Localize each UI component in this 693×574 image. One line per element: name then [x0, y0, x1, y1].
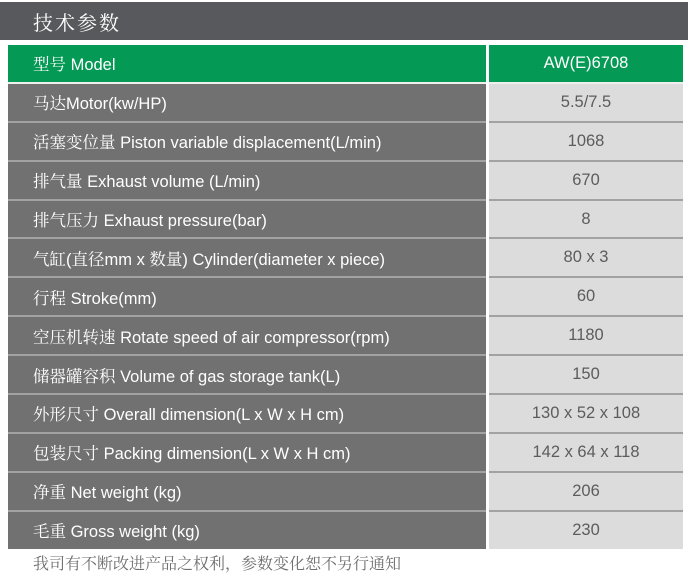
spec-row-rotate-speed: [8, 317, 683, 356]
model-label: 型号 Model: [8, 45, 486, 84]
spec-value: 60: [489, 278, 683, 317]
spec-value: 130 x 52 x 108: [489, 395, 683, 434]
spec-label: 气缸(直径mm x 数量) Cylinder(diameter x piece): [8, 239, 486, 278]
spec-value: 150: [489, 356, 683, 395]
spec-row-motor: [8, 84, 683, 123]
spec-value: 8: [489, 201, 683, 240]
spec-value: 1180: [489, 317, 683, 356]
spec-label: 外形尺寸 Overall dimension(L x W x H cm): [8, 395, 486, 434]
spec-label: 储器罐容积 Volume of gas storage tank(L): [8, 356, 486, 395]
spec-value: 206: [489, 473, 683, 512]
spec-label: 排气压力 Exhaust pressure(bar): [8, 201, 486, 240]
spec-row-exhaust-volume: [8, 162, 683, 201]
spec-row-gross-weight: [8, 512, 683, 551]
disclaimer-note: 我司有不断改进产品之权利，参数变化恕不另行通知: [33, 556, 402, 573]
spec-label: 马达Motor(kw/HP): [8, 84, 486, 123]
spec-label: 活塞变位量 Piston variable displacement(L/min): [8, 123, 486, 162]
spec-row-packing-dimension: [8, 434, 683, 473]
spec-row-net-weight: [8, 473, 683, 512]
spec-value: 670: [489, 162, 683, 201]
spec-value: 1068: [489, 123, 683, 162]
spec-table: [8, 45, 683, 551]
spec-row-overall-dimension: [8, 395, 683, 434]
spec-row-cylinder: [8, 239, 683, 278]
spec-value: 80 x 3: [489, 239, 683, 278]
spec-label: 毛重 Gross weight (kg): [8, 512, 486, 551]
spec-label: 排气量 Exhaust volume (L/min): [8, 162, 486, 201]
spec-label: 包装尺寸 Packing dimension(L x W x H cm): [8, 434, 486, 473]
spec-value: 5.5/7.5: [489, 84, 683, 123]
spec-row-exhaust-pressure: [8, 201, 683, 240]
spec-value: 142 x 64 x 118: [489, 434, 683, 473]
spec-label: 空压机转速 Rotate speed of air compressor(rpm): [8, 317, 486, 356]
section-title-bar: [0, 2, 688, 40]
section-title: 技术参数: [33, 12, 121, 35]
spec-row-piston-displacement: [8, 123, 683, 162]
spec-label: 行程 Stroke(mm): [8, 278, 486, 317]
spec-row-tank-volume: [8, 356, 683, 395]
spec-label: 净重 Net weight (kg): [8, 473, 486, 512]
model-row: [8, 45, 683, 84]
spec-value: 230: [489, 512, 683, 551]
spec-row-stroke: [8, 278, 683, 317]
model-value: AW(E)6708: [489, 45, 683, 84]
